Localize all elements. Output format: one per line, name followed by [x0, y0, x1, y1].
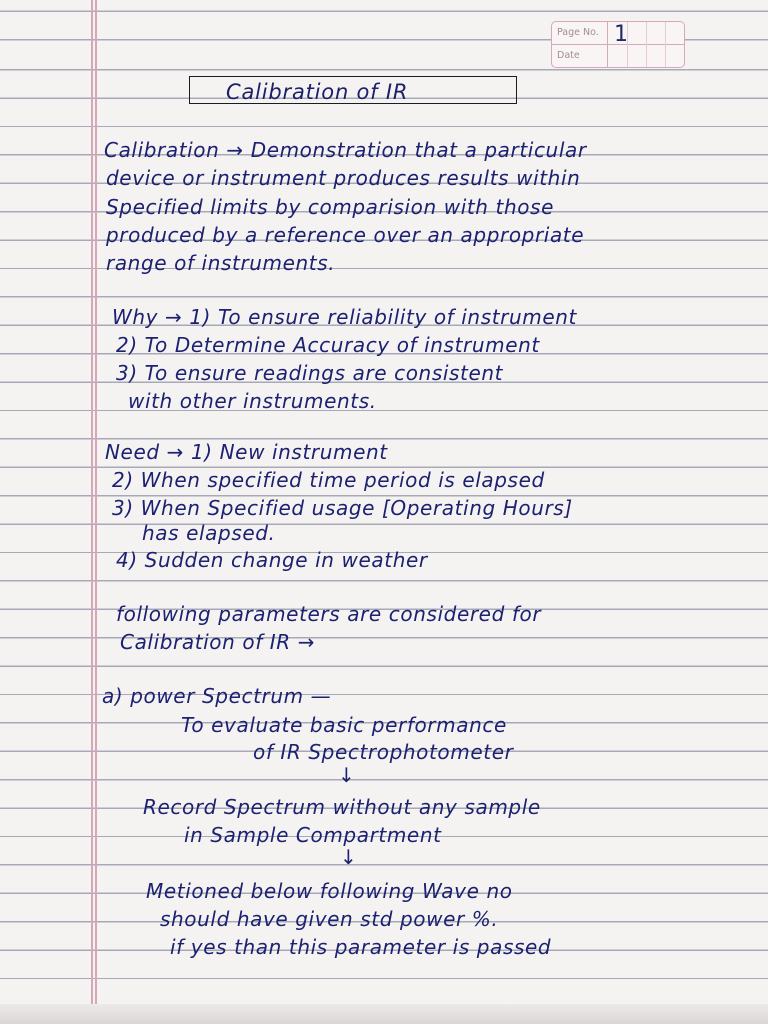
power-spectrum-line-1: To evaluate basic performance	[181, 713, 507, 737]
box-cell-divider	[646, 22, 647, 67]
why-line-1: Why → 1) To ensure reliability of instrument	[112, 305, 577, 329]
calibration-line-2: device or instrument produces results within	[106, 166, 581, 190]
power-spectrum-line-2: of IR Spectrophotometer	[253, 740, 514, 764]
box-divider	[607, 22, 608, 67]
page-title: Calibration of IR	[226, 80, 409, 104]
power-spectrum-line-5: Metioned below following Wave no	[146, 879, 513, 903]
date-label: Date	[557, 50, 580, 61]
down-arrow-icon: ↓	[338, 763, 355, 787]
down-arrow-icon: ↓	[340, 845, 357, 869]
power-spectrum-line-3: Record Spectrum without any sample	[143, 795, 541, 819]
why-line-2: 2) To Determine Accuracy of instrument	[116, 333, 540, 357]
margin-line	[91, 0, 93, 1024]
parameters-line-1: following parameters are considered for	[116, 602, 542, 626]
calibration-line-4: produced by a reference over an appropriate	[106, 223, 585, 247]
why-line-3: 3) To ensure readings are consistent	[116, 361, 504, 385]
page-no-label: Page No.	[557, 27, 599, 38]
need-line-2: 2) When specified time period is elapsed	[112, 468, 545, 492]
page-number-box	[551, 21, 685, 68]
power-spectrum-line-4: in Sample Compartment	[184, 823, 442, 847]
calibration-line-3: Specified limits by comparision with those	[106, 195, 555, 219]
power-spectrum-heading: a) power Spectrum —	[102, 684, 332, 708]
need-line-5: 4) Sudden change in weather	[116, 548, 428, 572]
why-line-4: with other instruments.	[128, 389, 377, 413]
need-line-1: Need → 1) New instrument	[105, 440, 388, 464]
page-edge	[0, 1004, 768, 1024]
parameters-line-2: Calibration of IR →	[120, 630, 316, 654]
need-line-4: has elapsed.	[142, 521, 276, 545]
power-spectrum-line-7: if yes than this parameter is passed	[170, 935, 552, 959]
page-number-value: 1	[614, 22, 628, 47]
margin-line	[95, 0, 97, 1024]
calibration-line-5: range of instruments.	[106, 251, 336, 275]
calibration-line-1: Calibration → Demonstration that a particular	[104, 138, 587, 162]
need-line-3: 3) When Specified usage [Operating Hours]	[112, 496, 573, 520]
box-cell-divider	[665, 22, 666, 67]
power-spectrum-line-6: should have given std power %.	[160, 907, 499, 931]
